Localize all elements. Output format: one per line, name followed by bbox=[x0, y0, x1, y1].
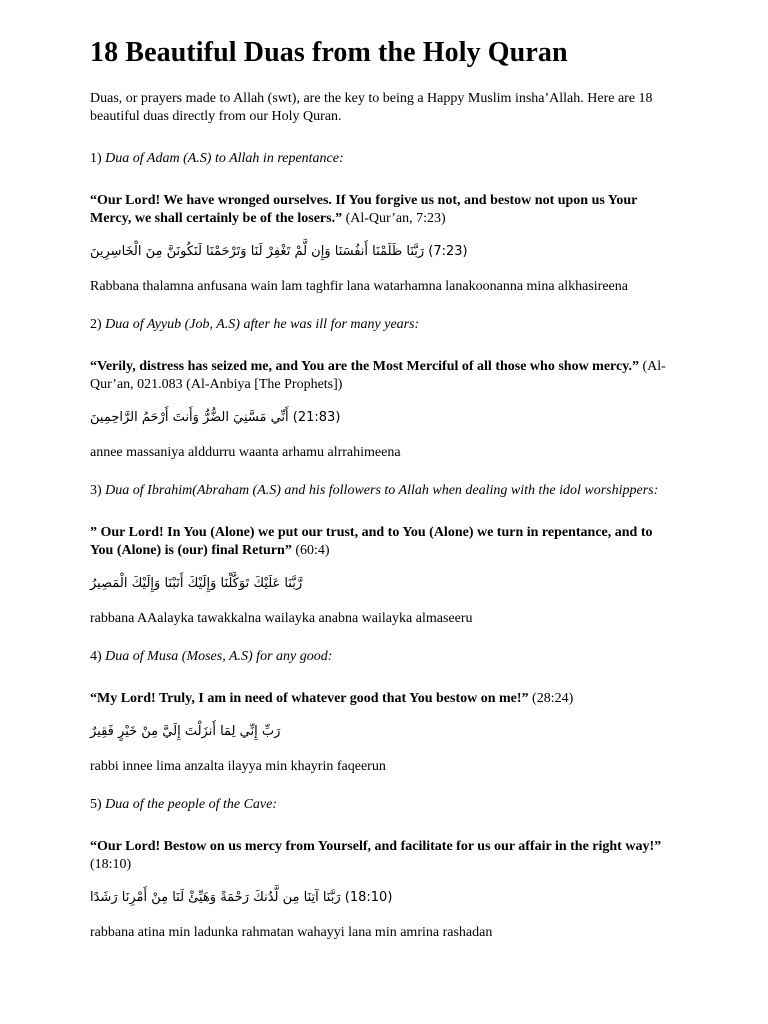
dua-number: 2) bbox=[90, 317, 102, 332]
dua-section-3 bbox=[90, 482, 678, 628]
dua-heading bbox=[90, 648, 678, 666]
dua-heading-text: Dua of Musa (Moses, A.S) for any good: bbox=[105, 649, 333, 664]
dua-number: 3) bbox=[90, 483, 102, 498]
dua-heading-text: Dua of the people of the Cave: bbox=[105, 797, 278, 812]
dua-transliteration: rabbana atina min ladunka rahmatan wahayyi lana min amrina rashadan bbox=[90, 925, 493, 940]
dua-heading bbox=[90, 796, 678, 814]
dua-heading-text: Dua of Ibrahim(Abraham (A.S) and his followers to Allah when dealing with the idol worshippers: bbox=[105, 483, 659, 498]
page-title: 18 Beautiful Duas from the Holy Quran bbox=[90, 37, 568, 68]
dua-heading-text: Dua of Ayyub (Job, A.S) after he was ill for many years: bbox=[105, 317, 420, 332]
dua-number: 5) bbox=[90, 797, 102, 812]
dua-quote bbox=[90, 358, 678, 394]
dua-transliteration: rabbana AAalayka tawakkalna wailayka anabna wailayka almaseeru bbox=[90, 611, 473, 626]
dua-heading bbox=[90, 150, 678, 168]
dua-number: 1) bbox=[90, 151, 102, 166]
dua-section-5 bbox=[90, 796, 678, 942]
dua-quote-text: “Our Lord! We have wronged ourselves. If You forgive us not, and bestow not upon us Your Mercy, we shall certainly be of the losers.” bbox=[90, 193, 638, 226]
dua-quote bbox=[90, 690, 678, 708]
dua-arabic: رَبِّ إِنِّي لِمَا أَنزَلْتَ إِلَيَّ مِنْ خَيْرٍ فَقِيرٌ bbox=[90, 724, 281, 739]
dua-arabic: (7:23) رَبَّنَا ظَلَمْنَا أَنفُسَنَا وَإِن لَّمْ تَغْفِرْ لَنَا وَتَرْحَمْنَا لَنَكُونَنَّ مِنَ الْخَاسِرِينَ bbox=[90, 244, 468, 259]
dua-reference: (60:4) bbox=[295, 543, 330, 558]
dua-quote bbox=[90, 838, 678, 874]
dua-heading-text: Dua of Adam (A.S) to Allah in repentance: bbox=[105, 151, 344, 166]
intro-paragraph: Duas, or prayers made to Allah (swt), are the key to being a Happy Muslim insha’Allah. Here are 18 beautiful duas directly from our Holy Quran. bbox=[90, 91, 653, 124]
dua-reference: (28:24) bbox=[532, 691, 574, 706]
dua-section-2 bbox=[90, 316, 678, 462]
dua-arabic: (18:10) رَبَّنَا آتِنَا مِن لَّدُنكَ رَحْمَةً وَهَيِّئْ لَنَا مِنْ أَمْرِنَا رَشَدًا bbox=[90, 890, 393, 905]
dua-transliteration: rabbi innee lima anzalta ilayya min khayrin faqeerun bbox=[90, 759, 386, 774]
dua-quote-text: “Our Lord! Bestow on us mercy from Yourself, and facilitate for us our affair in the right way!” bbox=[90, 839, 662, 854]
dua-section-1 bbox=[90, 150, 678, 296]
dua-heading bbox=[90, 482, 678, 500]
dua-reference: (Al-Qur’an, 021.083 (Al-Anbiya [The Prophets]) bbox=[90, 359, 666, 392]
dua-reference: (18:10) bbox=[90, 857, 132, 872]
dua-quote-text: “Verily, distress has seized me, and You are the Most Merciful of all those who show mercy.” bbox=[90, 359, 639, 374]
dua-transliteration: Rabbana thalamna anfusana wain lam taghfir lana watarhamna lanakoonanna mina alkhasireena bbox=[90, 279, 628, 294]
dua-arabic: رَّبَّنَا عَلَيْكَ تَوَكَّلْنَا وَإِلَيْكَ أَنَبْنَا وَإِلَيْكَ الْمَصِيرُ bbox=[90, 576, 303, 591]
dua-transliteration: annee massaniya alddurru waanta arhamu alrrahimeena bbox=[90, 445, 401, 460]
dua-quote bbox=[90, 192, 678, 228]
dua-section-4 bbox=[90, 648, 678, 776]
dua-arabic: (21:83) أَنِّي مَسَّنِيَ الضُّرُّ وَأَنتَ أَرْحَمُ الرَّاحِمِينَ bbox=[90, 410, 341, 425]
dua-quote-text: “My Lord! Truly, I am in need of whatever good that You bestow on me!” bbox=[90, 691, 529, 706]
dua-heading bbox=[90, 316, 678, 334]
dua-number: 4) bbox=[90, 649, 102, 664]
dua-quote bbox=[90, 524, 678, 560]
dua-reference: (Al-Qur’an, 7:23) bbox=[345, 211, 446, 226]
dua-quote-text: ” Our Lord! In You (Alone) we put our trust, and to You (Alone) we turn in repentance, and to You (Alone) is (our) final Return” bbox=[90, 525, 653, 558]
